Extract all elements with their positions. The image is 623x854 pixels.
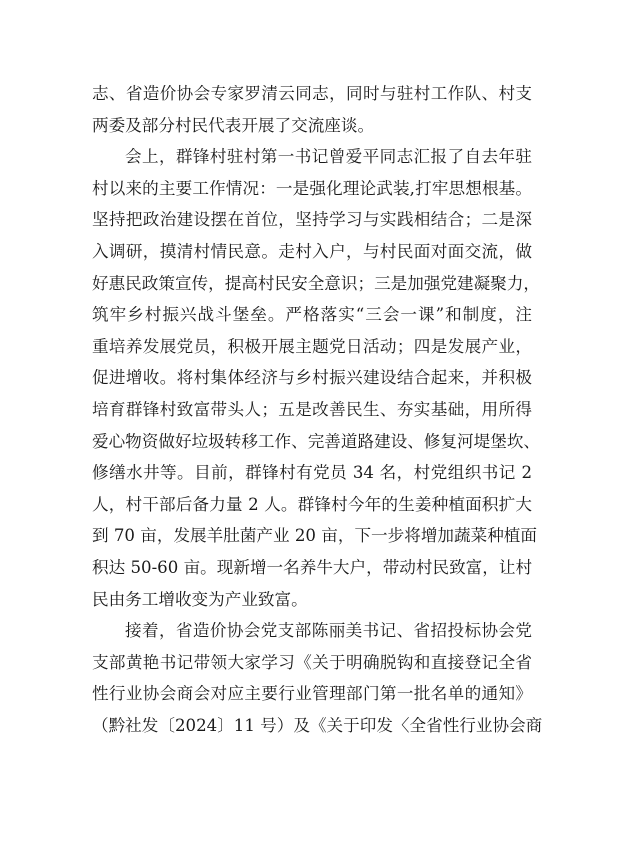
paragraph-2-line-15: 民由务工增收变为产业致富。 <box>92 589 308 609</box>
paragraph-3-line-3: 性行业协会商会对应主要行业管理部门第一批名单的通知》 <box>92 684 532 704</box>
paragraph-2-line-11: 修缮水井等。目前，群锋村有党员 34 名，村党组织书记 2 <box>92 463 532 483</box>
paragraph-3-line-4: （黔社发〔2024〕11 号）及《关于印发〈全省性行业协会商 <box>92 715 543 735</box>
paragraph-2-line-9: 培育群锋村致富带头人；五是改善民生、夯实基础，用所得 <box>92 399 532 419</box>
paragraph-2-line-10: 爱心物资做好垃圾转移工作、完善道路建设、修复河堤堡坎、 <box>92 431 541 451</box>
paragraph-2-line-3: 坚持把政治建设摆在首位，坚持学习与实践相结合；二是深 <box>92 210 532 230</box>
document-body <box>92 78 543 741</box>
paragraph-2-line-13: 到 70 亩，发展羊肚菌产业 20 亩，下一步将增加蔬菜种植面 <box>92 526 537 546</box>
paragraph-3-line-2: 支部黄艳书记带领大家学习《关于明确脱钩和直接登记全省 <box>92 652 532 672</box>
paragraph-2-line-4: 入调研，摸清村情民意。走村入户，与村民面对面交流，做 <box>92 241 532 261</box>
paragraph-2-line-12: 人，村干部后备力量 2 人。群锋村今年的生姜种植面积扩大 <box>92 494 532 514</box>
paragraph-1-line-2: 两委及部分村民代表开展了交流座谈。 <box>92 115 375 135</box>
paragraph-3-line-1: 接着，省造价协会党支部陈丽美书记、省招投标协会党 <box>125 621 532 641</box>
paragraph-2-line-7: 重培养发展党员，积极开展主题党日活动；四是发展产业， <box>92 336 532 356</box>
paragraph-2-line-6: 筑牢乡村振兴战斗堡垒。严格落实“三会一课”和制度，注 <box>92 305 532 325</box>
paragraph-1-line-1: 志、省造价协会专家罗清云同志，同时与驻村工作队、村支 <box>92 84 532 103</box>
paragraph-2-line-2: 村以来的主要工作情况：一是强化理论武装,打牢思想根基。 <box>92 178 532 198</box>
paragraph-2-line-5: 好惠民政策宣传，提高村民安全意识；三是加强党建凝聚力， <box>92 273 541 293</box>
paragraph-2-line-14: 积达 50-60 亩。现新增一名养牛大户，带动村民致富，让村 <box>92 557 533 577</box>
paragraph-2-line-8: 促进增收。将村集体经济与乡村振兴建设结合起来，并积极 <box>92 368 532 388</box>
paragraph-2-line-1: 会上，群锋村驻村第一书记曾爱平同志汇报了自去年驻 <box>125 147 532 167</box>
